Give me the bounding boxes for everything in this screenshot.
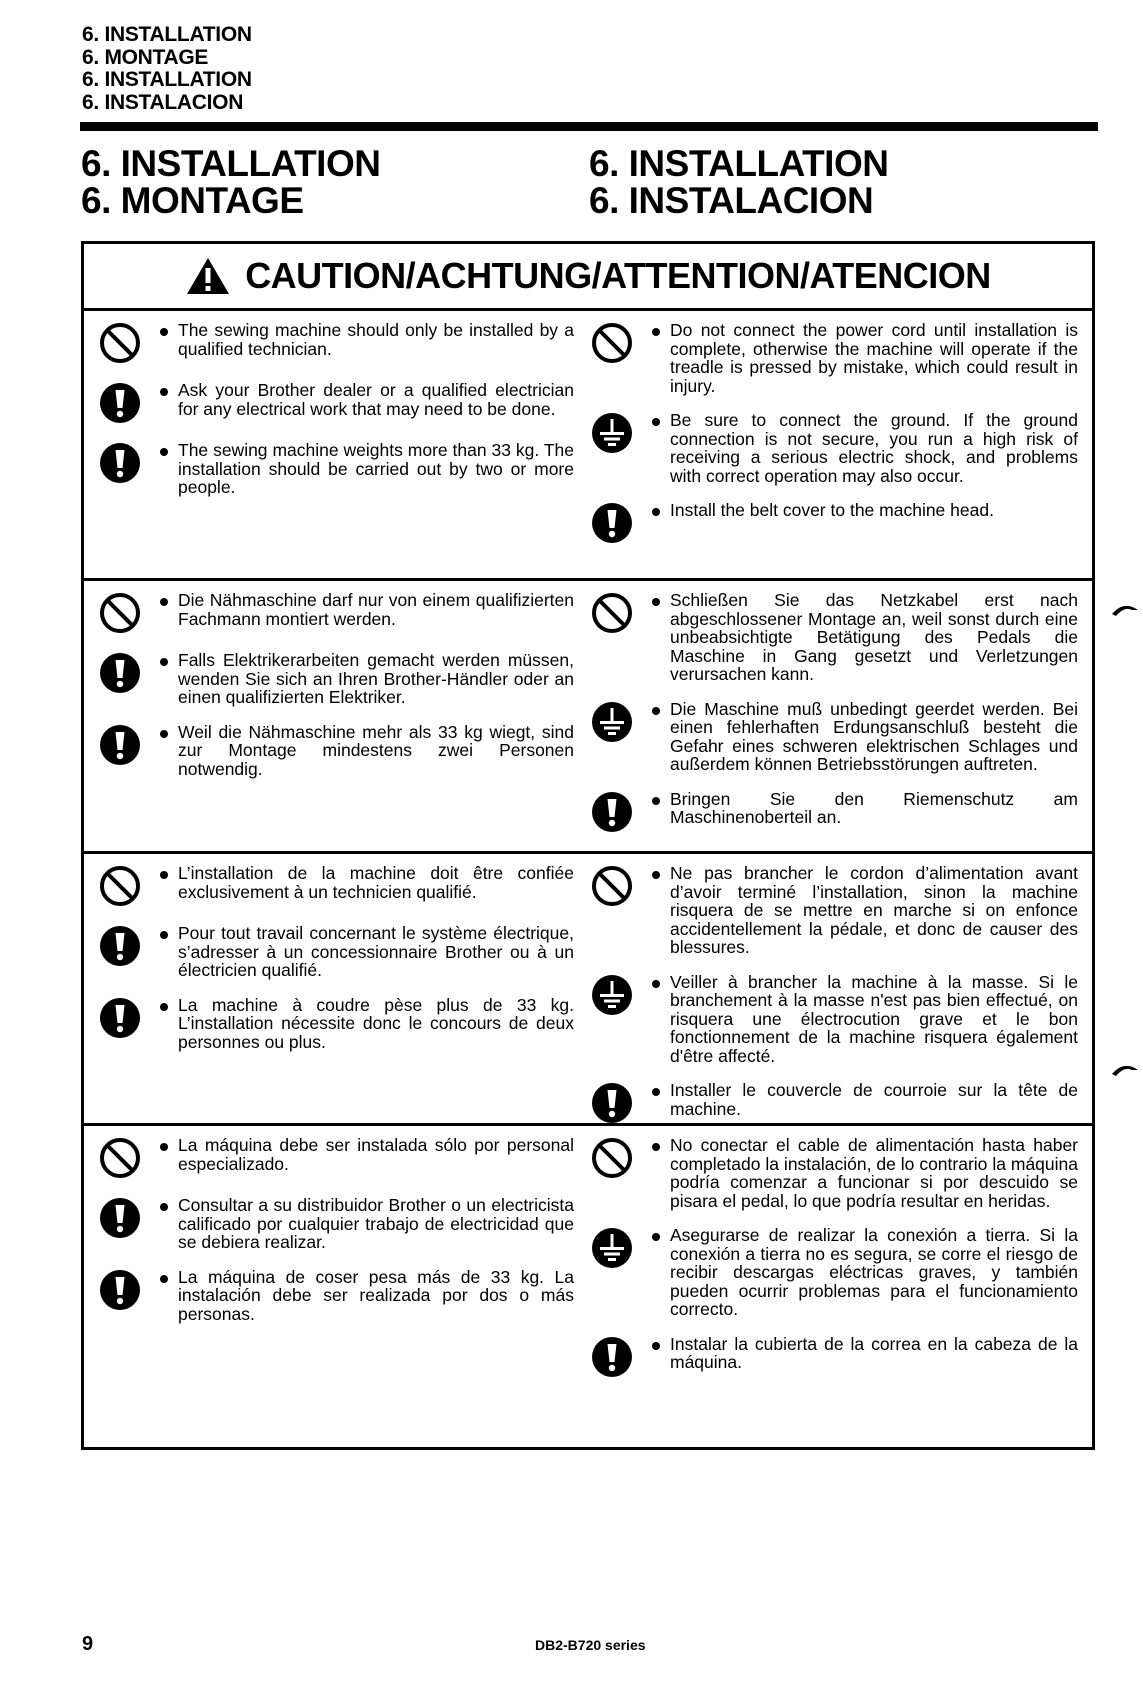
title-left	[81, 145, 380, 219]
bullet-dot	[160, 1143, 168, 1151]
caution-item	[590, 1226, 1078, 1319]
caution-column-left	[84, 581, 588, 851]
mandatory-icon	[590, 790, 634, 834]
prohibition-icon	[590, 864, 634, 908]
caution-item	[590, 411, 1078, 485]
caution-text: Ne pas brancher le cordon d’alimentation avant d’avoir terminé l’installation, sinon la machine risquera de se mettre en marche si on enfonce accidentellement la pédale, et donc de causer des blessures.	[670, 863, 1078, 957]
caution-item	[590, 501, 1078, 545]
ground-icon	[590, 700, 634, 744]
title-line: 6. INSTALACION	[589, 180, 874, 221]
caution-item	[98, 996, 574, 1052]
mandatory-icon	[98, 441, 142, 485]
caution-column-right	[588, 581, 1092, 851]
caution-item	[590, 1136, 1078, 1210]
mandatory-icon	[98, 924, 142, 968]
caution-item	[98, 651, 574, 707]
caution-text: Be sure to connect the ground. If the ground connection is not secure, you run a high risk of receiving a serious electric shock, and problems with correct operation may also occur.	[670, 410, 1078, 486]
prohibition-icon	[98, 864, 142, 908]
margin-mark	[1110, 1058, 1140, 1078]
bullet-dot	[652, 1233, 660, 1241]
bullet-dot	[160, 1203, 168, 1211]
caution-item	[98, 924, 574, 980]
caution-column-right	[588, 311, 1092, 578]
caution-text: Die Maschine muß unbedingt geerdet werden. Bei einen fehlerhaften Erdungsanschluß besteht die Gefahr eines schweren elektrischen Schlages und außerdem können Betriebsstörungen auftreten.	[670, 698, 1078, 774]
caution-item	[98, 723, 574, 779]
caution-text: Install the belt cover to the machine head.	[670, 500, 994, 520]
bullet-dot	[652, 1342, 660, 1350]
caution-item	[98, 1268, 574, 1324]
header-rule	[80, 122, 1098, 131]
bullet-dot	[652, 871, 660, 879]
caution-text: No conectar el cable de alimentación hasta haber completado la instalación, de lo contrario la máquina podría comenzar a funcionar si por descuido se pisara el pedal, lo que podría resultar en heridas.	[670, 1135, 1078, 1211]
prohibition-icon	[590, 1136, 634, 1180]
bullet-dot	[160, 1003, 168, 1011]
mandatory-icon	[590, 501, 634, 545]
bullet-dot	[160, 598, 168, 606]
mandatory-icon	[98, 381, 142, 425]
running-header-line: 6. INSTALLATION	[82, 23, 252, 46]
caution-section	[84, 581, 1092, 854]
bullet-dot	[160, 328, 168, 336]
bullet-dot	[652, 797, 660, 805]
caution-text: Veiller à brancher la machine à la masse. Si le branchement à la masse n'est pas bien effectué, on risquera une électrocution grave et le bon fonctionnement de la machine risquera également d'être affecté.	[670, 971, 1078, 1066]
caution-column-right	[588, 854, 1092, 1123]
caution-text: Pour tout travail concernant le système électrique, s’adresser à un concessionnaire Brother ou à un électricien qualifié.	[178, 923, 574, 980]
mandatory-icon	[590, 1081, 634, 1125]
caution-item	[98, 321, 574, 365]
caution-text: La máquina debe ser instalada sólo por personal especializado.	[178, 1135, 574, 1174]
series-label: DB2-B720 series	[535, 1637, 646, 1653]
caution-text: Asegurarse de realizar la conexión a tierra. Si la conexión a tierra no es segura, se corre el riesgo de recibir descargas eléctricas graves, y también pueden ocurrir problemas para el funcionamiento correcto.	[670, 1225, 1078, 1319]
mandatory-icon	[590, 1335, 634, 1379]
caution-item	[590, 1081, 1078, 1125]
caution-text: The sewing machine should only be installed by a qualified technician.	[178, 320, 574, 359]
mandatory-icon	[98, 1196, 142, 1240]
caution-item	[590, 790, 1078, 834]
bullet-dot	[652, 598, 660, 606]
mandatory-icon	[98, 651, 142, 695]
bullet-dot	[652, 707, 660, 715]
prohibition-icon	[98, 321, 142, 365]
caution-section	[84, 1126, 1092, 1401]
bullet-dot	[652, 1143, 660, 1151]
running-header-line: 6. INSTALACION	[82, 90, 244, 114]
ground-icon	[590, 411, 634, 455]
bullet-dot	[160, 388, 168, 396]
mandatory-icon	[98, 723, 142, 767]
caution-item	[98, 591, 574, 635]
title-line: 6. MONTAGE	[81, 180, 304, 221]
caution-text: Die Nähmaschine darf nur von einem qualifizierten Fachmann montiert werden.	[178, 590, 574, 629]
caution-text: The sewing machine weights more than 33 kg. The installation should be carried out by two or more people.	[178, 440, 574, 497]
caution-section	[84, 854, 1092, 1126]
caution-item	[98, 1196, 574, 1252]
caution-section	[84, 311, 1092, 581]
caution-item	[590, 591, 1078, 684]
bullet-dot	[652, 328, 660, 336]
caution-title: CAUTION/ACHTUNG/ATTENTION/ATENCION	[245, 255, 991, 296]
caution-column-right	[588, 1126, 1092, 1401]
caution-text: Falls Elektrikerarbeiten gemacht werden müssen, wenden Sie sich an Ihren Brother-Händler oder an einen qualifizierten Elektriker.	[178, 650, 574, 707]
caution-item	[590, 1335, 1078, 1379]
caution-text: Schließen Sie das Netzkabel erst nach abgeschlossener Montage an, weil sonst durch eine unbeabsichtigte Betätigung des Pedals die Maschine in Gang gesetzt und Verletzungen verursachen kann.	[670, 590, 1078, 684]
caution-item	[590, 973, 1078, 1066]
caution-column-left	[84, 854, 588, 1123]
bullet-dot	[160, 448, 168, 456]
caution-text: La machine à coudre pèse plus de 33 kg. L’installation nécessite donc le concours de deux personnes ou plus.	[178, 994, 574, 1052]
bullet-dot	[160, 658, 168, 666]
bullet-dot	[160, 730, 168, 738]
caution-column-left	[84, 311, 588, 578]
caution-header	[84, 244, 1092, 311]
bullet-dot	[652, 508, 660, 516]
bullet-dot	[652, 1088, 660, 1096]
ground-icon	[590, 973, 634, 1017]
caution-text: Ask your Brother dealer or a qualified electrician for any electrical work that may need to be done.	[178, 380, 574, 419]
bullet-dot	[652, 418, 660, 426]
caution-text: Bringen Sie den Riemenschutz am Maschinenoberteil an.	[670, 788, 1078, 827]
caution-text: La máquina de coser pesa más de 33 kg. La instalación debe ser realizada por dos o más personas.	[178, 1266, 574, 1324]
bullet-dot	[160, 871, 168, 879]
bullet-dot	[160, 1275, 168, 1283]
caution-column-left	[84, 1126, 588, 1401]
caution-sections	[84, 311, 1092, 1401]
prohibition-icon	[98, 1136, 142, 1180]
ground-icon	[590, 1226, 634, 1270]
caution-box	[81, 241, 1095, 1450]
margin-mark	[1110, 598, 1140, 618]
caution-text: Instalar la cubierta de la correa en la cabeza de la máquina.	[670, 1333, 1078, 1372]
title-line: 6. INSTALLATION	[81, 143, 381, 184]
warning-triangle-icon	[185, 256, 231, 296]
caution-text: Consultar a su distribuidor Brother o un electricista calificado por cualquier trabajo de electricidad que se debiera realizar.	[178, 1195, 574, 1252]
title-right	[589, 145, 888, 219]
caution-item	[98, 1136, 574, 1180]
caution-text: Do not connect the power cord until installation is complete, otherwise the machine will operate if the treadle is pressed by mistake, which could result in injury.	[670, 320, 1078, 396]
mandatory-icon	[98, 996, 142, 1040]
caution-item	[590, 864, 1078, 957]
bullet-dot	[160, 931, 168, 939]
caution-item	[590, 321, 1078, 395]
caution-item	[98, 864, 574, 908]
prohibition-icon	[98, 591, 142, 635]
caution-item	[590, 700, 1078, 774]
running-header-line: 6. INSTALLATION	[82, 68, 252, 91]
caution-text: Installer le couvercle de courroie sur la tête de machine.	[670, 1080, 1078, 1119]
prohibition-icon	[590, 591, 634, 635]
caution-item	[98, 381, 574, 425]
caution-text: Weil die Nähmaschine mehr als 33 kg wiegt, sind zur Montage mindestens zwei Personen notwendig.	[178, 721, 574, 779]
caution-item	[98, 441, 574, 497]
bullet-dot	[652, 980, 660, 988]
running-header	[82, 24, 252, 114]
mandatory-icon	[98, 1268, 142, 1312]
prohibition-icon	[590, 321, 634, 365]
caution-text: L’installation de la machine doit être confiée exclusivement à un technicien qualifié.	[178, 863, 574, 902]
title-line: 6. INSTALLATION	[589, 143, 889, 184]
page-number: 9	[82, 1633, 94, 1655]
running-header-line: 6. MONTAGE	[82, 45, 209, 69]
